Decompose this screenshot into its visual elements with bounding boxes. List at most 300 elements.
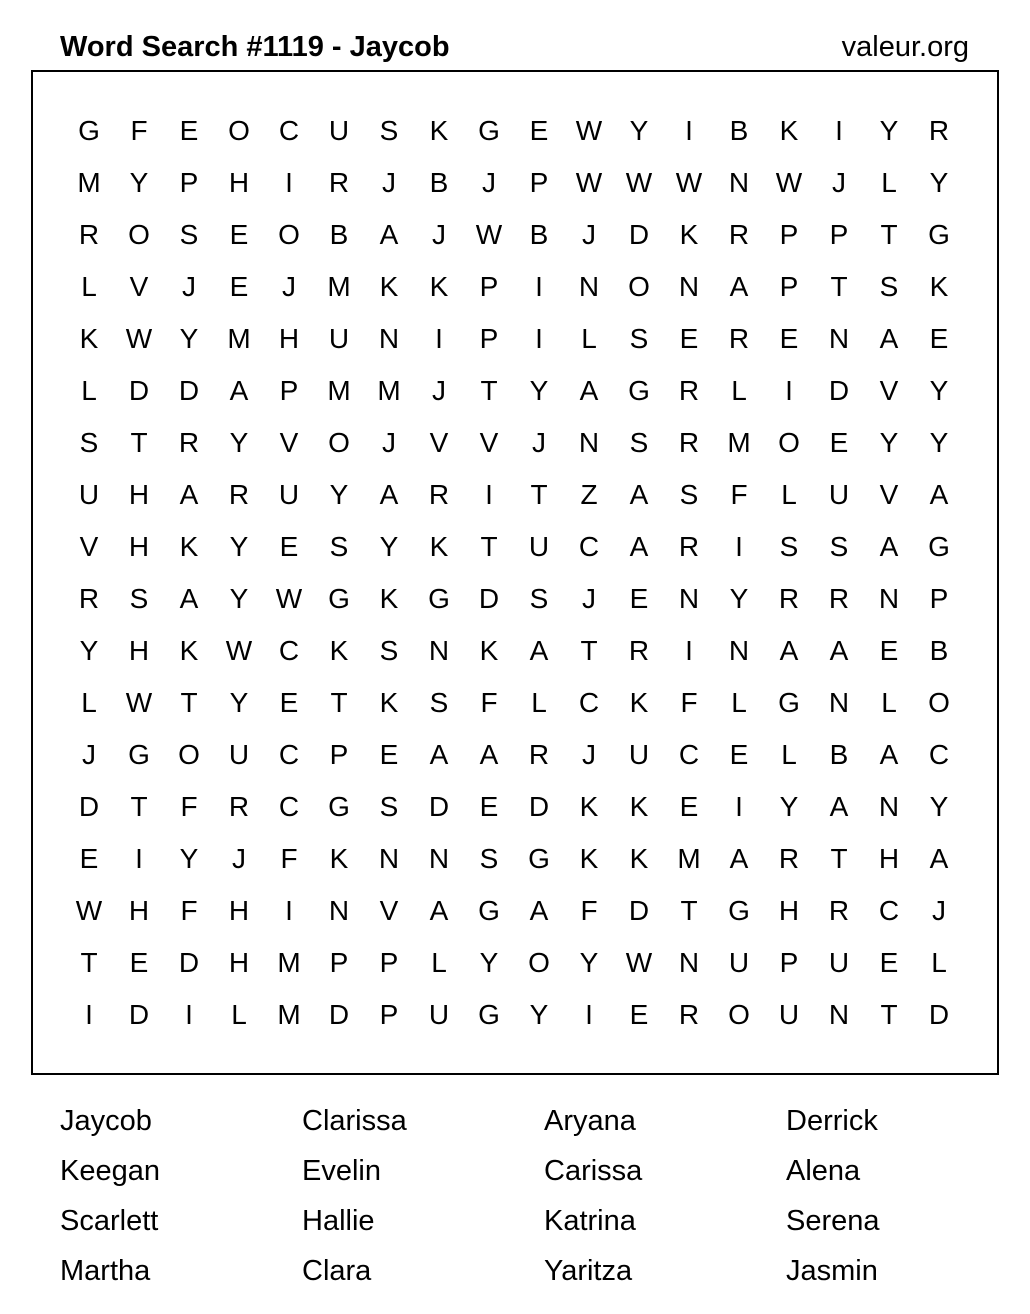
grid-letter: D	[528, 791, 550, 822]
grid-letter: N	[678, 583, 700, 614]
grid-letter: T	[480, 531, 498, 562]
grid-letter: U	[328, 115, 350, 146]
word-list-item: Hallie	[302, 1205, 375, 1237]
grid-letter: V	[379, 895, 399, 926]
grid-letter: Y	[779, 791, 799, 822]
grid-letter: G	[628, 375, 650, 406]
grid-letter: V	[479, 427, 499, 458]
grid-letter: L	[731, 687, 747, 718]
grid-letter: F	[280, 843, 298, 874]
grid-letter: L	[81, 271, 97, 302]
grid-letter: P	[379, 947, 399, 978]
grid-letter: S	[429, 687, 449, 718]
grid-letter: N	[378, 323, 400, 354]
grid-letter: G	[478, 115, 500, 146]
grid-letter: P	[779, 271, 799, 302]
grid-letter: I	[85, 999, 93, 1030]
grid-letter: C	[878, 895, 900, 926]
grid-letter: F	[580, 895, 598, 926]
grid-letter: U	[428, 999, 450, 1030]
grid-letter: V	[879, 479, 899, 510]
word-list-item: Aryana	[544, 1105, 636, 1137]
grid-letter: G	[928, 219, 950, 250]
grid-letter: A	[829, 635, 849, 666]
grid-letter: Y	[929, 791, 949, 822]
grid-letter: O	[928, 687, 950, 718]
grid-letter: R	[528, 739, 550, 770]
grid-letter: E	[879, 947, 899, 978]
grid-letter: W	[625, 947, 653, 978]
word-list-item: Katrina	[544, 1205, 636, 1237]
grid-letter: D	[628, 895, 650, 926]
grid-letter: P	[779, 219, 799, 250]
grid-letter: A	[379, 219, 399, 250]
grid-letter: S	[179, 219, 199, 250]
grid-letter: O	[778, 427, 800, 458]
grid-letter: A	[379, 479, 399, 510]
grid-letter: N	[878, 791, 900, 822]
grid-letter: J	[532, 427, 546, 458]
grid-letter: R	[228, 791, 250, 822]
grid-letter: S	[379, 791, 399, 822]
grid-letter: O	[728, 999, 750, 1030]
grid-letter: O	[228, 115, 250, 146]
grid-letter: W	[575, 167, 603, 198]
grid-letter: G	[528, 843, 550, 874]
grid-letter: Y	[479, 947, 499, 978]
grid-letter: A	[779, 635, 799, 666]
grid-letter: K	[779, 115, 799, 146]
grid-letter: C	[278, 635, 300, 666]
grid-letter: W	[75, 895, 103, 926]
grid-letter: D	[328, 999, 350, 1030]
grid-letter: D	[828, 375, 850, 406]
grid-letter: T	[580, 635, 598, 666]
grid-letter: W	[125, 323, 153, 354]
grid-letter: E	[179, 115, 199, 146]
grid-letter: E	[729, 739, 749, 770]
grid-letter: V	[129, 271, 149, 302]
grid-letter: T	[330, 687, 348, 718]
grid-letter: J	[382, 167, 396, 198]
grid-letter: T	[530, 479, 548, 510]
grid-letter: Y	[179, 843, 199, 874]
grid-letter: M	[377, 375, 401, 406]
grid-letter: K	[929, 271, 949, 302]
grid-letter: R	[628, 635, 650, 666]
grid-letter: T	[130, 427, 148, 458]
grid-letter: K	[379, 687, 399, 718]
grid-letter: R	[778, 583, 800, 614]
grid-letter: M	[327, 375, 351, 406]
grid-letter: I	[485, 479, 493, 510]
grid-letter: S	[329, 531, 349, 562]
grid-letter: K	[429, 115, 449, 146]
grid-letter: E	[629, 999, 649, 1030]
grid-letter: R	[728, 323, 750, 354]
grid-letter: P	[379, 999, 399, 1030]
grid-letter: N	[578, 427, 600, 458]
word-list-item: Jasmin	[786, 1255, 878, 1287]
grid-letter: L	[431, 947, 447, 978]
grid-letter: A	[629, 479, 649, 510]
grid-letter: L	[781, 739, 797, 770]
grid-letter: A	[429, 895, 449, 926]
grid-letter: R	[678, 427, 700, 458]
grid-letter: Y	[929, 167, 949, 198]
grid-letter: S	[629, 323, 649, 354]
grid-letter: U	[528, 531, 550, 562]
grid-letter: T	[680, 895, 698, 926]
grid-letter: E	[779, 323, 799, 354]
grid-letter: G	[78, 115, 100, 146]
grid-letter: N	[878, 583, 900, 614]
grid-letter: H	[278, 323, 300, 354]
grid-letter: P	[179, 167, 199, 198]
grid-letter: E	[629, 583, 649, 614]
grid-letter: G	[478, 999, 500, 1030]
grid-letter: Y	[129, 167, 149, 198]
grid-letter: G	[928, 531, 950, 562]
grid-letter: P	[529, 167, 549, 198]
grid-letter: Y	[529, 375, 549, 406]
grid-letter: A	[929, 479, 949, 510]
grid-letter: E	[679, 323, 699, 354]
grid-letter: F	[180, 895, 198, 926]
grid-letter: I	[185, 999, 193, 1030]
grid-letter: A	[179, 479, 199, 510]
grid-letter: Y	[229, 687, 249, 718]
grid-letter: S	[379, 635, 399, 666]
grid-letter: D	[478, 583, 500, 614]
grid-letter: R	[828, 583, 850, 614]
grid-letter: J	[582, 583, 596, 614]
grid-letter: C	[578, 531, 600, 562]
grid-letter: P	[829, 219, 849, 250]
grid-letter: I	[535, 271, 543, 302]
grid-letter: R	[678, 999, 700, 1030]
grid-letter: K	[479, 635, 499, 666]
grid-letter: L	[81, 375, 97, 406]
grid-letter: J	[432, 375, 446, 406]
word-list-item: Scarlett	[60, 1205, 159, 1237]
grid-letter: A	[479, 739, 499, 770]
word-list-item: Clarissa	[302, 1105, 407, 1137]
grid-letter: N	[428, 635, 450, 666]
grid-letter: S	[779, 531, 799, 562]
grid-letter: R	[228, 479, 250, 510]
grid-letter: K	[429, 271, 449, 302]
grid-letter: V	[279, 427, 299, 458]
grid-letter: M	[327, 271, 351, 302]
grid-letter: S	[629, 427, 649, 458]
grid-letter: Y	[879, 115, 899, 146]
grid-letter: S	[879, 271, 899, 302]
grid-letter: J	[182, 271, 196, 302]
grid-letter: T	[830, 271, 848, 302]
word-list-item: Jaycob	[60, 1105, 152, 1137]
grid-letter: N	[378, 843, 400, 874]
grid-letter: J	[232, 843, 246, 874]
word-list-item: Keegan	[60, 1155, 160, 1187]
grid-letter: R	[328, 167, 350, 198]
grid-letter: U	[78, 479, 100, 510]
grid-letter: E	[279, 531, 299, 562]
grid-letter: B	[329, 219, 349, 250]
grid-letter: L	[931, 947, 947, 978]
grid-letter: N	[428, 843, 450, 874]
grid-letter: M	[227, 323, 251, 354]
grid-letter: G	[328, 791, 350, 822]
grid-letter: P	[279, 375, 299, 406]
grid-letter: K	[79, 323, 99, 354]
grid-letter: B	[829, 739, 849, 770]
grid-letter: D	[128, 999, 150, 1030]
grid-letter: F	[680, 687, 698, 718]
grid-letter: S	[79, 427, 99, 458]
grid-letter: K	[179, 635, 199, 666]
grid-letter: O	[628, 271, 650, 302]
grid-letter: A	[629, 531, 649, 562]
grid-letter: T	[880, 219, 898, 250]
grid-letter: T	[830, 843, 848, 874]
grid-letter: V	[429, 427, 449, 458]
grid-letter: A	[729, 271, 749, 302]
grid-letter: H	[128, 635, 150, 666]
grid-letter: B	[429, 167, 449, 198]
grid-letter: R	[828, 895, 850, 926]
grid-letter: F	[180, 791, 198, 822]
grid-letter: T	[80, 947, 98, 978]
grid-letter: I	[135, 843, 143, 874]
grid-letter: N	[328, 895, 350, 926]
grid-letter: H	[878, 843, 900, 874]
grid-letter: K	[329, 635, 349, 666]
grid-letter: K	[179, 531, 199, 562]
puzzle-title: Word Search #1119 - Jaycob	[60, 31, 450, 63]
grid-letter: I	[835, 115, 843, 146]
grid-letter: I	[285, 167, 293, 198]
grid-letter: E	[129, 947, 149, 978]
grid-letter: Y	[329, 479, 349, 510]
word-list-item: Serena	[786, 1205, 880, 1237]
grid-letter: E	[929, 323, 949, 354]
grid-letter: G	[778, 687, 800, 718]
grid-letter: J	[932, 895, 946, 926]
word-list-item: Alena	[786, 1155, 861, 1187]
grid-letter: D	[428, 791, 450, 822]
grid-letter: C	[928, 739, 950, 770]
grid-letter: K	[379, 583, 399, 614]
grid-letter: Y	[929, 375, 949, 406]
word-list-item: Clara	[302, 1255, 372, 1287]
grid-letter: N	[828, 999, 850, 1030]
grid-letter: N	[828, 323, 850, 354]
grid-letter: K	[629, 843, 649, 874]
grid-letter: Y	[379, 531, 399, 562]
grid-letter: C	[278, 115, 300, 146]
grid-letter: B	[929, 635, 949, 666]
grid-letter: L	[731, 375, 747, 406]
grid-letter: A	[729, 843, 749, 874]
grid-letter: U	[628, 739, 650, 770]
grid-letter: T	[480, 375, 498, 406]
grid-letter: Y	[229, 583, 249, 614]
grid-letter: H	[128, 479, 150, 510]
grid-letter: W	[675, 167, 703, 198]
grid-letter: Y	[79, 635, 99, 666]
grid-letter: E	[229, 271, 249, 302]
grid-letter: K	[429, 531, 449, 562]
grid-letter: E	[79, 843, 99, 874]
word-list-item: Yaritza	[544, 1255, 633, 1287]
grid-letter: S	[479, 843, 499, 874]
grid-letter: N	[828, 687, 850, 718]
grid-letter: C	[678, 739, 700, 770]
grid-letter: I	[285, 895, 293, 926]
grid-letter: U	[778, 999, 800, 1030]
grid-letter: H	[228, 167, 250, 198]
grid-letter: D	[178, 947, 200, 978]
grid-letter: E	[529, 115, 549, 146]
grid-letter: Y	[629, 115, 649, 146]
grid-letter: E	[879, 635, 899, 666]
grid-letter: C	[278, 791, 300, 822]
grid-letter: L	[231, 999, 247, 1030]
grid-letter: G	[328, 583, 350, 614]
grid-letter: H	[778, 895, 800, 926]
grid-letter: R	[428, 479, 450, 510]
puzzle-grid-box	[31, 70, 999, 1075]
grid-letter: Y	[879, 427, 899, 458]
grid-letter: W	[625, 167, 653, 198]
grid-letter: W	[475, 219, 503, 250]
grid-letter: Y	[229, 427, 249, 458]
grid-letter: I	[535, 323, 543, 354]
grid-letter: P	[779, 947, 799, 978]
grid-letter: J	[282, 271, 296, 302]
grid-letter: J	[82, 739, 96, 770]
grid-letter: P	[329, 947, 349, 978]
grid-letter: E	[479, 791, 499, 822]
grid-letter: Z	[580, 479, 598, 510]
grid-letter: S	[529, 583, 549, 614]
grid-letter: D	[128, 375, 150, 406]
grid-letter: U	[828, 479, 850, 510]
grid-letter: S	[379, 115, 399, 146]
grid-letter: P	[479, 323, 499, 354]
grid-letter: A	[879, 739, 899, 770]
grid-letter: W	[275, 583, 303, 614]
grid-letter: Y	[229, 531, 249, 562]
grid-letter: I	[735, 531, 743, 562]
grid-letter: B	[529, 219, 549, 250]
grid-letter: F	[130, 115, 148, 146]
grid-letter: O	[128, 219, 150, 250]
grid-letter: G	[728, 895, 750, 926]
grid-letter: Y	[179, 323, 199, 354]
letter-grid	[64, 105, 964, 1041]
grid-letter: H	[228, 895, 250, 926]
grid-letter: F	[480, 687, 498, 718]
grid-letter: W	[775, 167, 803, 198]
grid-letter: R	[178, 427, 200, 458]
grid-letter: M	[727, 427, 751, 458]
grid-letter: Y	[529, 999, 549, 1030]
grid-letter: G	[478, 895, 500, 926]
grid-letter: J	[582, 739, 596, 770]
grid-letter: R	[728, 219, 750, 250]
grid-letter: L	[531, 687, 547, 718]
grid-letter: V	[879, 375, 899, 406]
grid-letter: U	[278, 479, 300, 510]
grid-letter: D	[628, 219, 650, 250]
grid-letter: N	[728, 167, 750, 198]
grid-letter: L	[881, 167, 897, 198]
grid-letter: J	[582, 219, 596, 250]
grid-letter: M	[277, 999, 301, 1030]
grid-letter: O	[528, 947, 550, 978]
grid-letter: S	[129, 583, 149, 614]
grid-letter: G	[128, 739, 150, 770]
grid-letter: G	[428, 583, 450, 614]
grid-letter: W	[225, 635, 253, 666]
grid-letter: T	[180, 687, 198, 718]
grid-letter: A	[229, 375, 249, 406]
grid-letter: K	[679, 219, 699, 250]
grid-letter: C	[578, 687, 600, 718]
grid-letter: L	[881, 687, 897, 718]
grid-letter: S	[679, 479, 699, 510]
grid-letter: K	[579, 843, 599, 874]
grid-letter: J	[482, 167, 496, 198]
grid-letter: H	[128, 895, 150, 926]
word-list-item: Martha	[60, 1255, 151, 1287]
grid-letter: A	[179, 583, 199, 614]
grid-letter: T	[880, 999, 898, 1030]
grid-letter: D	[928, 999, 950, 1030]
word-list-item: Derrick	[786, 1105, 878, 1137]
grid-letter: C	[278, 739, 300, 770]
grid-letter: A	[529, 895, 549, 926]
grid-letter: E	[679, 791, 699, 822]
grid-letter: N	[678, 271, 700, 302]
grid-letter: E	[279, 687, 299, 718]
grid-letter: L	[781, 479, 797, 510]
grid-letter: R	[678, 375, 700, 406]
grid-letter: I	[435, 323, 443, 354]
grid-letter: H	[228, 947, 250, 978]
grid-letter: L	[581, 323, 597, 354]
grid-letter: A	[429, 739, 449, 770]
grid-letter: B	[729, 115, 749, 146]
grid-letter: S	[829, 531, 849, 562]
grid-letter: P	[929, 583, 949, 614]
grid-letter: A	[929, 843, 949, 874]
grid-letter: V	[79, 531, 99, 562]
grid-letter: Y	[729, 583, 749, 614]
grid-letter: M	[677, 843, 701, 874]
grid-letter: A	[579, 375, 599, 406]
grid-letter: I	[685, 115, 693, 146]
grid-letter: Y	[929, 427, 949, 458]
grid-letter: A	[529, 635, 549, 666]
grid-letter: T	[130, 791, 148, 822]
grid-letter: N	[578, 271, 600, 302]
grid-letter: Y	[579, 947, 599, 978]
grid-letter: I	[785, 375, 793, 406]
word-list-item: Evelin	[302, 1155, 381, 1187]
